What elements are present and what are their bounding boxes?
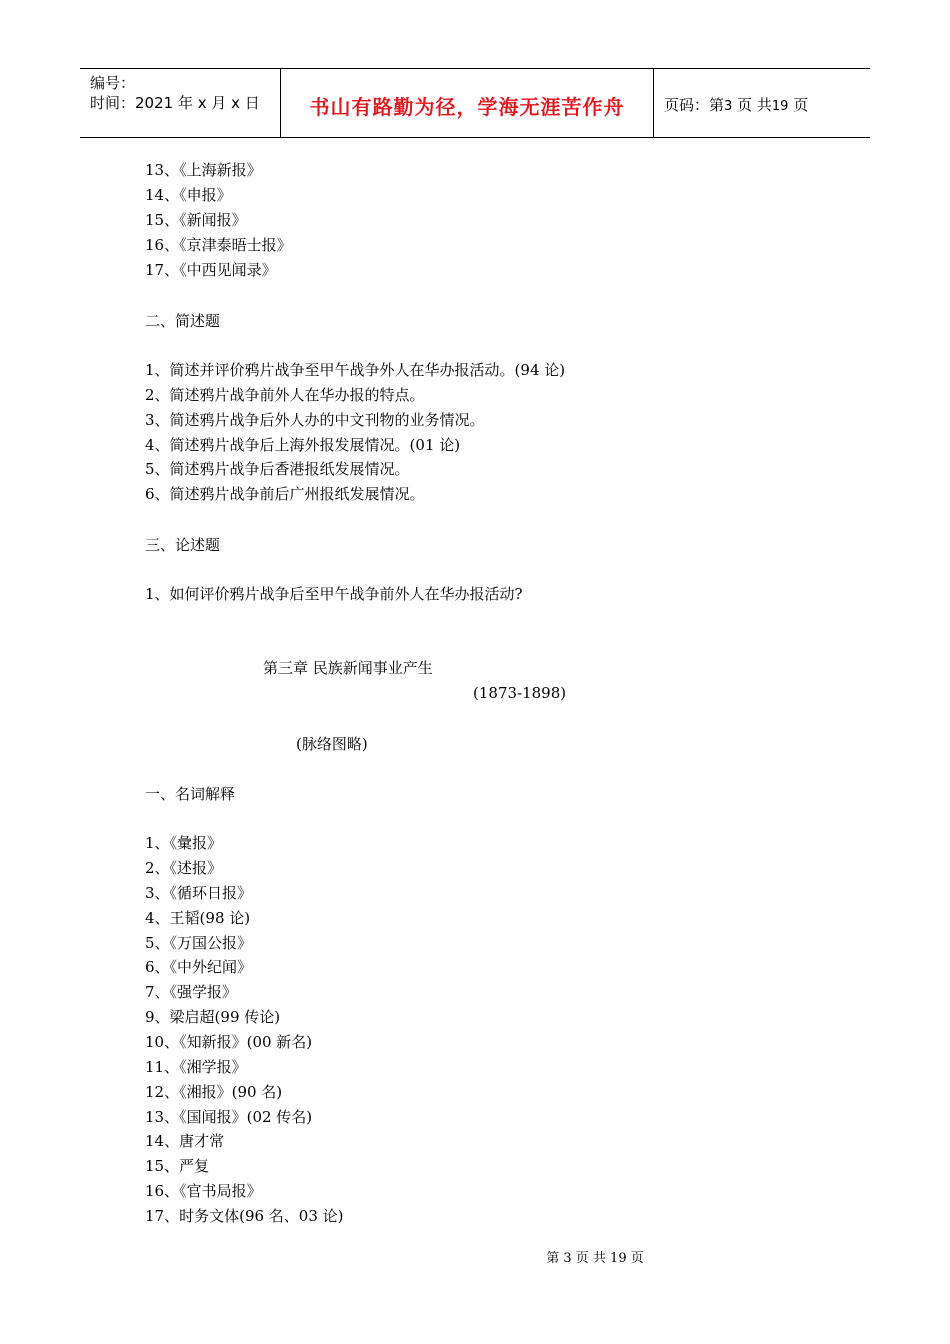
page-footer: 第 3 页 共 19 页	[546, 1251, 644, 1266]
page-header	[80, 68, 870, 138]
page-total: 19	[771, 99, 789, 114]
page-label: 页码：第	[664, 96, 725, 114]
motto: 书山有路勤为径，学海无涯苦作舟	[309, 95, 625, 119]
section-heading: 二、简述题	[145, 312, 221, 330]
list-item: 17、时务文体(96 名、03 论)	[145, 1207, 344, 1225]
list-item: 17、《中西见闻录》	[145, 261, 277, 279]
chapter-note: (脉络图略)	[296, 735, 368, 753]
list-item: 5、《万国公报》	[145, 934, 253, 952]
page-indicator	[664, 94, 808, 115]
list-item: 4、王韬(98 论)	[145, 909, 251, 927]
list-item: 14、《申报》	[145, 186, 232, 204]
list-item: 6、《中外纪闻》	[145, 958, 253, 976]
list-item: 2、《述报》	[145, 859, 223, 877]
page-end: 页	[793, 96, 809, 114]
section-heading: 三、论述题	[145, 536, 221, 554]
list-item: 14、唐才常	[145, 1132, 225, 1150]
time-value: 2021 年 x 月 x 日	[135, 94, 260, 112]
list-item: 15、《新闻报》	[145, 211, 247, 229]
list-item: 11、《湘学报》	[145, 1058, 247, 1076]
page-current: 3	[724, 99, 733, 114]
page-mid: 页 共	[737, 96, 772, 114]
header-info-cell	[80, 69, 281, 137]
header-motto-cell	[281, 69, 654, 137]
list-item: 7、《强学报》	[145, 983, 238, 1001]
time-label: 时间：	[90, 94, 136, 112]
list-item: 13、《上海新报》	[145, 161, 262, 179]
chapter-years: (1873-1898)	[473, 684, 567, 702]
list-item: 10、《知新报》(00 新名)	[145, 1033, 313, 1051]
list-item: 3、简述鸦片战争后外人办的中文刊物的业务情况。	[145, 411, 485, 429]
list-item: 9、梁启超(99 传论)	[145, 1008, 281, 1026]
section-heading: 一、名词解释	[145, 785, 236, 803]
list-item: 3、《循环日报》	[145, 884, 253, 902]
list-item: 1、《彙报》	[145, 834, 223, 852]
list-item: 1、如何评价鸦片战争后至甲午战争前外人在华办报活动?	[145, 585, 523, 603]
list-item: 1、简述并评价鸦片战争至甲午战争外人在华办报活动。(94 论)	[145, 361, 566, 379]
number-label: 编号：	[90, 74, 136, 92]
list-item: 4、简述鸦片战争后上海外报发展情况。(01 论)	[145, 436, 461, 454]
list-item: 16、《京津泰晤士报》	[145, 236, 292, 254]
list-item: 13、《国闻报》(02 传名)	[145, 1108, 313, 1126]
time-line	[90, 93, 260, 113]
list-item: 16、《官书局报》	[145, 1182, 262, 1200]
chapter-title: 第三章 民族新闻事业产生	[263, 659, 433, 677]
list-item: 6、简述鸦片战争前后广州报纸发展情况。	[145, 485, 425, 503]
list-item: 2、简述鸦片战争前外人在华办报的特点。	[145, 386, 425, 404]
list-item: 12、《湘报》(90 名)	[145, 1083, 283, 1101]
header-page-cell	[654, 69, 870, 137]
list-item: 5、简述鸦片战争后香港报纸发展情况。	[145, 460, 410, 478]
list-item: 15、严复	[145, 1157, 210, 1175]
